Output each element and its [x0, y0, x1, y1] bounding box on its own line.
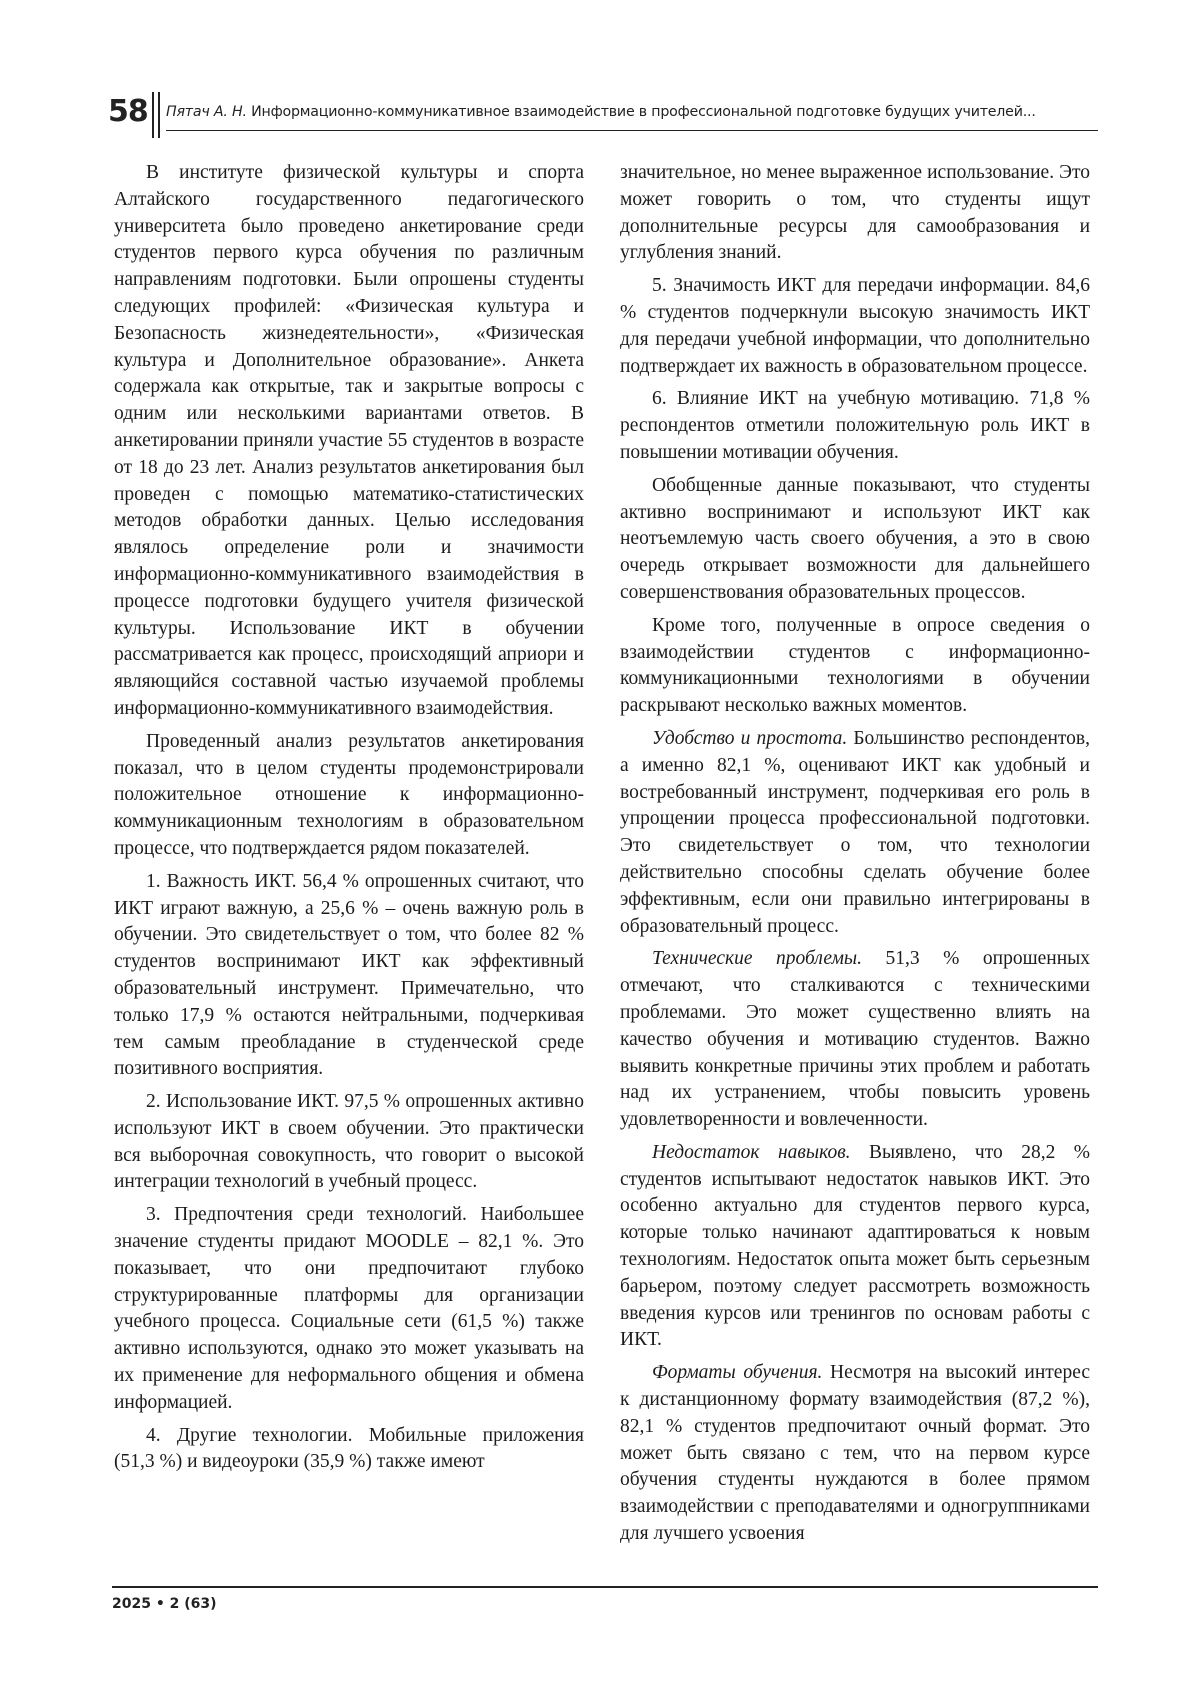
paragraph: 6. Влияние ИКТ на учебную мотивацию. 71,8 % респондентов отметили положительную роль ИКТ в повышении мотивации обучения. — [620, 388, 1090, 463]
running-title-text: Информационно-коммуникативное взаимодействие в профессиональной подготовке будущих учителей... — [246, 104, 1036, 120]
header-vertical-rule — [158, 92, 160, 138]
running-title — [166, 104, 1036, 120]
paragraph — [620, 946, 1090, 1134]
issue-number: 2025 • 2 (63) — [112, 1596, 217, 1612]
paragraph-lead: Недостаток навыков. — [652, 1141, 851, 1163]
paragraph-lead: Технические проблемы. — [652, 948, 863, 970]
paragraph: Обобщенные данные показывают, что студенты активно воспринимают и используют ИКТ как неотъемлемую часть своего обучения, а это в свою очередь открывает возможности для дальнейшего совершенствования образовательных процессов. — [620, 474, 1090, 603]
paragraph — [620, 726, 1090, 940]
paragraph: значительное, но менее выраженное использование. Это может говорить о том, что студенты ищут дополнительные ресурсы для самообразования и углубления знаний. — [620, 162, 1090, 264]
paragraph: 2. Использование ИКТ. 97,5 % опрошенных активно используют ИКТ в своем обучении. Это практически вся выборочная совокупность, что говорит о высокой интеграции технологий в учебный процесс. — [114, 1091, 584, 1193]
paragraph: Проведенный анализ результатов анкетирования показал, что в целом студенты продемонстрировали положительное отношение к информационно-коммуникационным технологиям в образовательном процессе, что подтверждается рядом показателей. — [114, 730, 584, 859]
header-vertical-rule — [152, 92, 154, 138]
running-title-author: Пятач А. Н. — [166, 104, 247, 120]
paragraph-lead: Удобство и простота. — [652, 727, 848, 749]
running-header — [108, 92, 1098, 138]
paragraph: 4. Другие технологии. Мобильные приложения (51,3 %) и видеоуроки (35,9 %) также имеют — [114, 1424, 584, 1473]
paragraph: 3. Предпочтения среди технологий. Наибольшее значение студенты придают MOODLE – 82,1 %. Это показывает, что они предпочитают глубоко структурированные платформы для организации учебного процесса. Социальные сети (61,5 %) также активно используются, однако это может указывать на их применение для неформального общения и обмена информацией. — [114, 1204, 584, 1413]
paragraph — [620, 1140, 1090, 1354]
paragraph: В институте физической культуры и спорта Алтайского государственного педагогического университета было проведено анкетирование среди студентов первого курса обучения по различным направлениям подготовки. Были опрошены студенты следующих профилей: «Физическая культура и Безопасность жизнедеятельности», «Физическая культура и Дополнительное образование». Анкета содержала как открытые, так и закрытые вопросы с одним или несколькими вариантами ответов. В анкетировании приняли участие 55 студентов в возрасте от 18 до 23 лет. Анализ результатов анкетирования был проведен с помощью математико-статистических методов обработки данных. Целью исследования являлось определение роли и значимости информационно-коммуникативного взаимодействия в процессе подготовки будущего учителя физической культуры. Использование ИКТ в обучении рассматривается как процесс, происходящий априори и являющийся составной частью изучаемой проблемы информационно-коммуникативного взаимодействия. — [114, 162, 584, 719]
right-column — [620, 160, 1090, 1554]
paragraph: 5. Значимость ИКТ для передачи информации. 84,6 % студентов подчеркнули высокую значимость ИКТ для передачи учебной информации, что дополнительно подтверждает их важность в образовательном процессе. — [620, 275, 1090, 377]
paragraph-text: Несмотря на высокий интерес к дистанционному формату взаимодействия (87,2 %), 82,1 % студентов предпочитают очный формат. Это может быть связано с тем, что на первом курсе обучения студенты нуждаются в более прямом взаимодействии с преподавателями и одногруппниками для лучшего усвоения — [620, 1362, 1090, 1545]
footer-rule — [112, 1586, 1098, 1588]
paragraph-text: Выявлено, что 28,2 % студентов испытывают недостаток навыков ИКТ. Это особенно актуально для студентов первого курса, которые только начинают адаптироваться к новым технологиям. Недостаток опыта может быть серьезным барьером, поэтому следует рассмотреть возможность введения курсов или тренингов по основам работы с ИКТ. — [620, 1141, 1091, 1351]
header-rule — [166, 130, 1098, 131]
paragraph-text: Большинство респондентов, а именно 82,1 %, оценивают ИКТ как удобный и востребованный инструмент, подчеркивая его роль в упрощении процесса профессиональной подготовки. Это свидетельствует о том, что технологии действительно способны сделать обучение более эффективным, если они правильно интегрированы в образовательный процесс. — [620, 727, 1090, 937]
paragraph — [620, 1360, 1090, 1548]
paragraph-text: 51,3 % опрошенных отмечают, что сталкиваются с техническими проблемами. Это может существенно влиять на качество обучения и мотивацию студентов. Важно выявить конкретные причины этих проблем и работать над их устранением, чтобы повысить уровень удовлетворенности и вовлеченности. — [620, 948, 1090, 1131]
page-number: 58 — [108, 94, 148, 129]
paragraph: Кроме того, полученные в опросе сведения о взаимодействии студентов с информационно-коммуникационными технологиями в обучении раскрывают несколько важных моментов. — [620, 614, 1090, 717]
paragraph: 1. Важность ИКТ. 56,4 % опрошенных считают, что ИКТ играют важную, а 25,6 % – очень важную роль в обучении. Это свидетельствует о том, что более 82 % студентов воспринимают ИКТ как эффективный образовательный инструмент. Примечательно, что только 17,9 % остаются нейтральными, подчеркивая тем самым преобладание в студенческой среде позитивного восприятия. — [114, 870, 584, 1080]
paragraph-lead: Форматы обучения. — [652, 1362, 823, 1384]
left-column — [114, 160, 584, 1482]
